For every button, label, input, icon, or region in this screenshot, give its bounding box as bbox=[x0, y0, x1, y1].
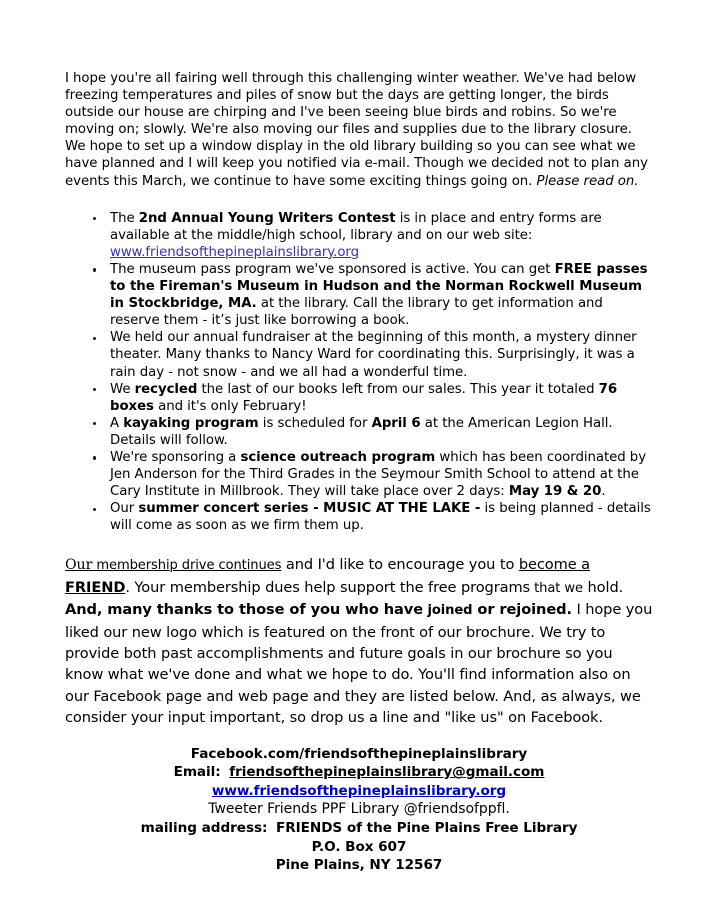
spacer-closing-contact bbox=[65, 729, 653, 745]
intro-italic-closing: Please read on. bbox=[536, 173, 639, 189]
closing-paragraph bbox=[65, 554, 653, 728]
mailing-address-org: FRIENDS of the Pine Plains Free Library bbox=[275, 820, 578, 837]
closing-rejoined-bold: or rejoined. bbox=[472, 601, 572, 619]
announcements-list bbox=[65, 210, 653, 535]
closing-membership-drive: membership drive continues bbox=[92, 558, 282, 574]
closing-seg8: hold. bbox=[582, 578, 624, 596]
bullet-text-part: is scheduled for bbox=[258, 415, 372, 431]
bullet-text-part: is being planned - details will come as soon as we firm them up. bbox=[110, 501, 651, 534]
contact-twitter-line bbox=[65, 800, 653, 819]
list-item-young-writers-contest bbox=[65, 210, 653, 261]
contact-website-line bbox=[65, 782, 653, 801]
library-website-link[interactable]: www.friendsofthepineplainslibrary.org bbox=[110, 244, 359, 260]
mailing-address-label: mailing address: bbox=[140, 820, 268, 837]
contact-facebook-line bbox=[65, 745, 653, 764]
letter-body bbox=[65, 70, 653, 875]
closing-seg3: and I'd like to encourage you to bbox=[281, 556, 519, 574]
bullet-text-part: The bbox=[110, 210, 139, 226]
bullet-text-part: We're sponsoring a bbox=[110, 449, 241, 465]
spacer-list-closing bbox=[65, 534, 653, 554]
intro-text: I hope you're all fairing well through this challenging winter weather. We've had below freezing temperatures and piles of snow but the days are getting longer, the birds outside our house are chirping and I've been seeing blue birds and robins. So we're moving on; slowly. We're also moving our files and supplies due to the library closure. We hope to set up a window display in the old library building so you can see what we have planned and I will keep you notified via e-mail. Though we decided not to plan any events this March, we continue to have some exciting things going on. bbox=[65, 71, 648, 189]
contact-email-line bbox=[65, 763, 653, 782]
intro-paragraph bbox=[65, 70, 653, 190]
bullet-text-bold: 76 boxes bbox=[110, 381, 618, 414]
bullet-text-bold: science outreach program bbox=[240, 449, 436, 465]
bullet-text-part: which has been coordinated by Jen Anderson for the Third Grades in the Seymour Smith School to attend at the Cary Institute in Millbrook. They will take place over 2 days: bbox=[110, 449, 647, 500]
list-item-summer-concert-series bbox=[65, 500, 653, 534]
contact-po-box-line bbox=[65, 838, 653, 857]
email-address-link[interactable]: friendsofthepineplainslibrary@gmail.com bbox=[229, 764, 545, 781]
mailing-address-city-state-zip: Pine Plains, NY 12567 bbox=[275, 857, 443, 874]
bullet-text-bold: May 19 & 20 bbox=[508, 484, 602, 500]
bullet-text-bold: recycled bbox=[134, 381, 198, 397]
bullet-text-bold: April 6 bbox=[371, 415, 421, 431]
bullet-text-part: . bbox=[601, 484, 606, 500]
bullet-text-part: the last of our books left from our sales. This year it totaled bbox=[197, 381, 599, 397]
closing-seg12: I hope you liked our new logo which is featured on the front of our brochure. We try to provide both past accomplishments and future goals in our brochure so you know what we've done and what we hope to do. You'll find information also on our Facebook page and web page and they are listed below. And, as always, we consider your input important, so drop us a line and "like us" on Facebook. bbox=[65, 601, 653, 727]
email-label: Email: bbox=[173, 764, 221, 781]
closing-seg6: . Your membership dues help support the free programs bbox=[125, 578, 531, 596]
spacer-intro-list bbox=[65, 190, 653, 210]
bullet-text-part: at the American Legion Hall. Details will follow. bbox=[110, 415, 613, 448]
bullet-text-bold: FREE passes to the Fireman's Museum in Hudson and the Norman Rockwell Museum in Stockbridge, MA. bbox=[110, 261, 648, 312]
closing-thanks-bold: And, many thanks to those of you who have bbox=[65, 601, 424, 619]
closing-joined-bold: joined bbox=[423, 603, 473, 619]
closing-our: Our bbox=[65, 557, 93, 574]
bullet-text-part: and it's only February! bbox=[153, 398, 307, 414]
list-item-kayaking-program bbox=[65, 415, 653, 449]
bullet-text-part: A bbox=[110, 415, 124, 431]
contact-city-state-zip-line bbox=[65, 856, 653, 875]
list-item-science-outreach-program bbox=[65, 449, 653, 500]
list-item-museum-pass-program bbox=[65, 261, 653, 329]
closing-that-we: that we bbox=[530, 580, 583, 596]
contact-block bbox=[65, 745, 653, 875]
list-item-annual-fundraiser bbox=[65, 329, 653, 380]
bullet-text-part: Our bbox=[110, 501, 139, 517]
closing-friend: FRIEND bbox=[65, 578, 126, 596]
bullet-text-part: We bbox=[110, 381, 135, 397]
facebook-page-text: Facebook.com/friendsofthepineplainslibrary bbox=[190, 745, 528, 762]
bullet-text-part: The museum pass program we've sponsored is active. You can get bbox=[110, 261, 555, 277]
list-item-book-recycling bbox=[65, 381, 653, 415]
bullet-text-part: at the library. Call the library to get information and reserve them - it’s just like borrowing a book. bbox=[110, 296, 603, 329]
bullet-text-bold: kayaking program bbox=[123, 415, 259, 431]
bullet-text-bold: 2nd Annual Young Writers Contest bbox=[138, 210, 396, 226]
bullet-text-bold: summer concert series - MUSIC AT THE LAKE - bbox=[138, 501, 481, 517]
contact-mailing-line bbox=[65, 819, 653, 838]
bullet-text-part: We held our annual fundraiser at the beginning of this month, a mystery dinner theater. Many thanks to Nancy Ward for coordinating this. Surprisingly, it was a rain day - not snow - and we all had a wonderful time. bbox=[110, 330, 637, 380]
closing-become-a: become a bbox=[518, 556, 591, 574]
twitter-handle-text: Tweeter Friends PPF Library @friendsofppfl. bbox=[208, 801, 510, 818]
mailing-address-po-box: P.O. Box 607 bbox=[311, 838, 407, 855]
website-link[interactable]: www.friendsofthepineplainslibrary.org bbox=[211, 782, 507, 799]
bullet-text-part: is in place and entry forms are available at the middle/high school, library and on our web site: bbox=[110, 210, 602, 243]
